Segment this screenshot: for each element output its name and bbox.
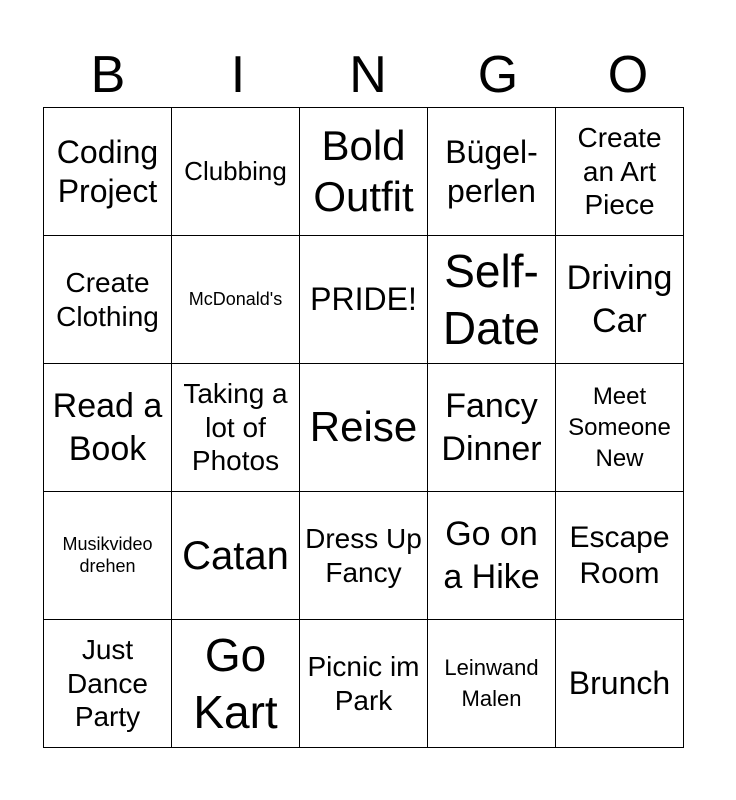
bingo-cell[interactable]: Read a Book xyxy=(44,364,172,492)
header-letter-b: B xyxy=(90,46,126,104)
bingo-cell[interactable]: Meet Someone New xyxy=(556,364,684,492)
bingo-cell[interactable]: Catan xyxy=(172,492,300,620)
bingo-cell[interactable]: Create an Art Piece xyxy=(556,108,684,236)
bingo-cell[interactable]: Driving Car xyxy=(556,236,684,364)
board-row xyxy=(44,236,684,364)
bingo-cell[interactable]: Musikvideo drehen xyxy=(44,492,172,620)
bingo-cell[interactable]: Leinwand Malen xyxy=(428,620,556,748)
bingo-cell[interactable]: Go Kart xyxy=(172,620,300,748)
bingo-cell[interactable]: Go on a Hike xyxy=(428,492,556,620)
bingo-cell[interactable]: Clubbing xyxy=(172,108,300,236)
bingo-board xyxy=(43,107,684,748)
bingo-cell[interactable]: Dress Up Fancy xyxy=(300,492,428,620)
bingo-cell[interactable]: Escape Room xyxy=(556,492,684,620)
header-letter-o: O xyxy=(607,46,649,104)
bingo-cell[interactable]: Taking a lot of Photos xyxy=(172,364,300,492)
header-letter-n: N xyxy=(349,46,387,104)
board-row xyxy=(44,364,684,492)
bingo-cell[interactable]: Fancy Dinner xyxy=(428,364,556,492)
bingo-cell[interactable]: Bold Outfit xyxy=(300,108,428,236)
bingo-cell[interactable]: Picnic im Park xyxy=(300,620,428,748)
bingo-cell[interactable]: Create Clothing xyxy=(44,236,172,364)
bingo-cell[interactable]: Brunch xyxy=(556,620,684,748)
board-row xyxy=(44,620,684,748)
bingo-cell[interactable]: McDonald's xyxy=(172,236,300,364)
bingo-cell[interactable]: Bügel-perlen xyxy=(428,108,556,236)
bingo-cell[interactable]: Self-Date xyxy=(428,236,556,364)
board-row xyxy=(44,492,684,620)
board-row xyxy=(44,108,684,236)
bingo-cell[interactable]: Coding Project xyxy=(44,108,172,236)
bingo-header xyxy=(43,46,693,104)
header-letter-g: G xyxy=(477,46,519,104)
bingo-cell[interactable]: Reise xyxy=(300,364,428,492)
bingo-cell[interactable]: Just Dance Party xyxy=(44,620,172,748)
bingo-cell[interactable]: PRIDE! xyxy=(300,236,428,364)
header-letter-i: I xyxy=(230,46,246,104)
